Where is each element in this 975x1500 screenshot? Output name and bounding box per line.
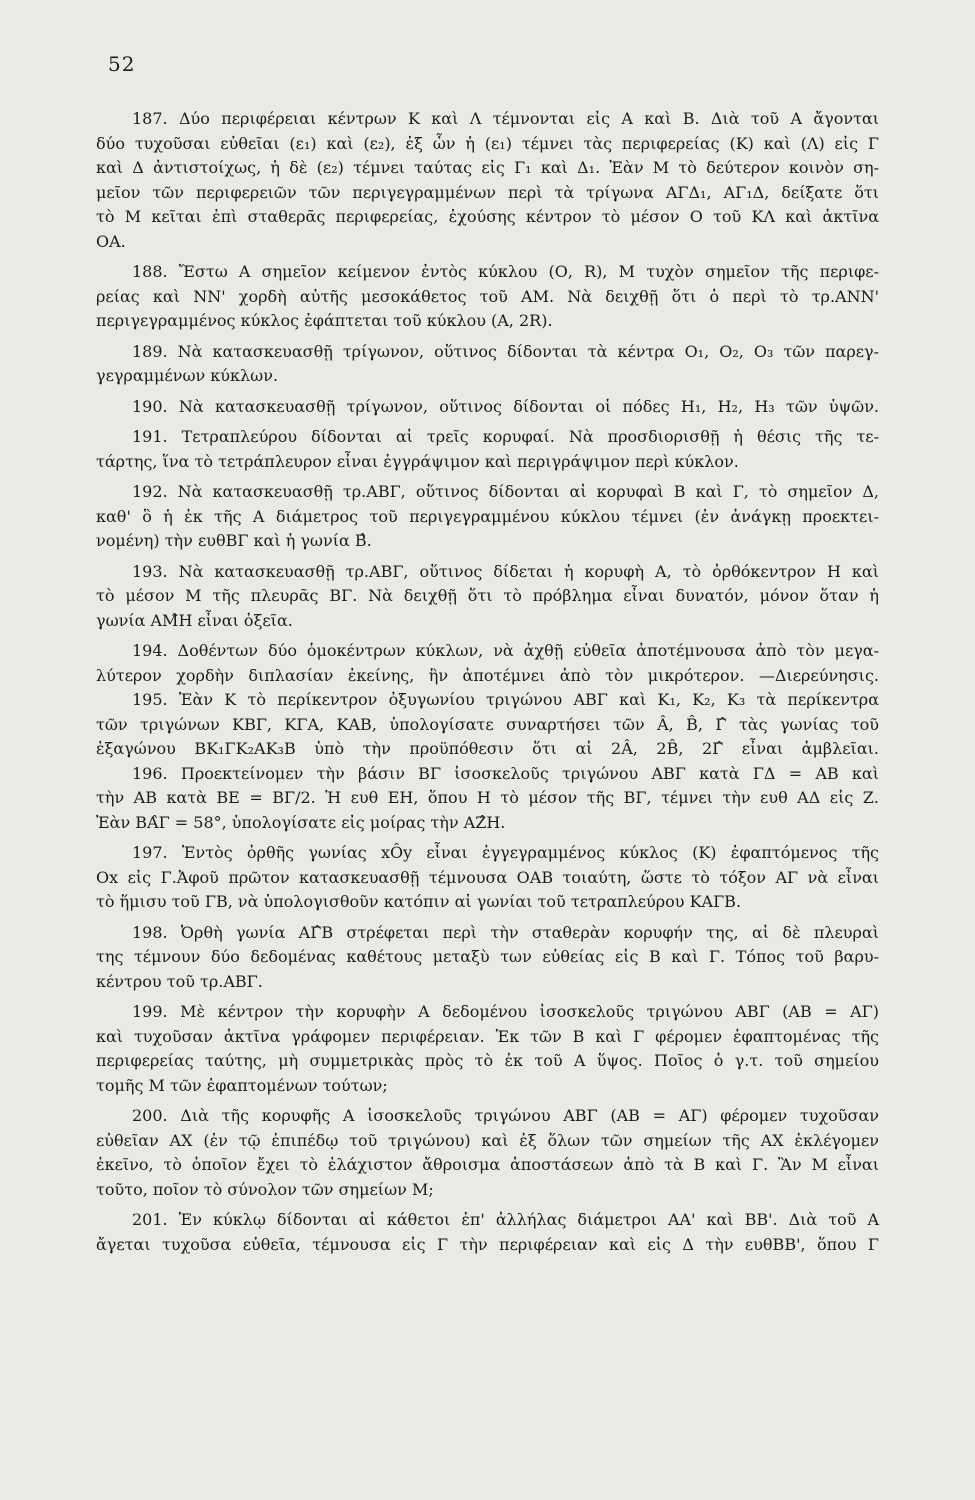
text-line: 190. Νὰ κατασκευασθῇ τρίγωνον, οὕτινος δίδονται οἱ πόδες Η₁, Η₂, Η₃ τῶν ὑψῶν. <box>132 396 879 416</box>
text-line: 195. Ἐὰν Κ τὸ περίκεντρον ὀξυγωνίου τριγώνου ΑΒΓ καὶ Κ₁, Κ₂, Κ₃ τὰ περίκεντρα <box>132 690 879 709</box>
text-line: ἑξαγώνου ΒΚ₁ΓΚ₂ΑΚ₃Β ὑπὸ τὴν προϋπόθεσιν ὅτι αἱ 2Â, 2B̂, 2Γ̂ εἶναι ἀμβλεῖαι. <box>96 739 879 758</box>
text-line: 199. Μὲ κέντρον τὴν κορυφὴν Α δεδομένου ἰσοσκελοῦς τριγώνου ΑΒΓ (ΑΒ = ΑΓ) <box>132 1002 879 1021</box>
text-line: γεγραμμένων κύκλων. <box>96 366 279 385</box>
text-line: ρείας καὶ ΝΝ' χορδὴ αὐτῆς μεσοκάθετος τοῦ ΑΜ. Νὰ δειχθῇ ὅτι ὁ περὶ τὸ τρ.ΑΝΝ' <box>96 286 879 306</box>
text-line: περιγεγραμμένος κύκλος ἐφάπτεται τοῦ κύκλου (Α, 2R). <box>96 311 553 330</box>
text-line: τὸ μέσον Μ τῆς πλευρᾶς ΒΓ. Νὰ δειχθῇ ὅτι τὸ πρόβλημα εἶναι δυνατόν, μόνον ὅταν ἡ <box>96 586 879 605</box>
text-line: 193. Νὰ κατασκευασθῇ τρ.ΑΒΓ, οὕτινος δίδεται ἡ κορυφὴ Α, τὸ ὀρθόκεντρον Η καὶ <box>132 561 879 581</box>
text-line: 196. Προεκτείνομεν τὴν βάσιν ΒΓ ἰσοσκελοῦς τριγώνου ΑΒΓ κατὰ ΓΔ = ΑΒ καὶ <box>132 763 879 783</box>
text-line: λύτερον χορδὴν διπλασίαν ἐκείνης, ἣν ἀποτέμνει ἀπὸ τὸν μικρότερον. —Διερεύνησις. <box>96 665 879 685</box>
page-number: 52 <box>108 52 136 76</box>
text-line: 194. Δοθέντων δύο ὁμοκέντρων κύκλων, νὰ ἀχθῇ εὐθεῖα ἀποτέμνουσα ἀπὸ τὸν μεγα- <box>132 641 879 660</box>
text-line: 201. Ἐν κύκλῳ δίδονται αἱ κάθετοι ἐπ' ἀλλήλας διάμετροι ΑΑ' καὶ ΒΒ'. Διὰ τοῦ Α <box>132 1210 879 1229</box>
text-line: τάρτης, ἵνα τὸ τετράπλευρον εἶναι ἐγγράψιμον καὶ περιγράψιμον περὶ κύκλον. <box>96 451 739 471</box>
text-line: 192. Νὰ κατασκευασθῇ τρ.ΑΒΓ, οὕτινος δίδονται αἱ κορυφαὶ Β καὶ Γ, τὸ σημεῖον Δ, <box>132 482 879 501</box>
text-line: τὴν ΑΒ κατὰ ΒΕ = ΒΓ/2. Ἡ ευθ ΕΗ, ὅπου Η τὸ μέσον τῆς ΒΓ, τέμνει τὴν ευθ ΑΔ εἰς Ζ. <box>96 788 879 807</box>
text-line: 197. Ἐντὸς ὀρθῆς γωνίας xÔy εἶναι ἐγγεγραμμένος κύκλος (Κ) ἐφαπτόμενος τῆς <box>132 843 879 862</box>
text-line: γωνία ΑΜ̂Η εἶναι ὀξεῖα. <box>96 610 293 630</box>
text-line: Οx εἰς Γ.Ἀφοῦ πρῶτον κατασκευασθῇ τέμνουσα ΟΑΒ τοιαύτη, ὥστε τὸ τόξον ΑΓ νὰ εἶναι <box>96 867 879 887</box>
text-line: της τέμνουν δύο δεδομένας καθέτους μεταξὺ των εὐθείας εἰς Β καὶ Γ. Τόπος τοῦ βαρυ- <box>96 947 879 966</box>
text-line: 188. Ἔστω Α σημεῖον κείμενον ἐντὸς κύκλου (Ο, R), Μ τυχὸν σημεῖον τῆς περιφε- <box>132 262 879 281</box>
text-line: τομῆς Μ τῶν ἐφαπτομένων τούτων; <box>96 1075 388 1095</box>
text-line: Ἐὰν ΒΑ̂Γ = 58°, ὑπολογίσατε εἰς μοίρας τὴν ΑΖ̂Η. <box>96 812 506 832</box>
text-line: εὐθεῖαν ΑΧ (ἐν τῷ ἐπιπέδῳ τοῦ τριγώνου) καὶ ἐξ ὅλων τῶν σημείων τῆς ΑΧ ἐκλέγομεν <box>96 1130 879 1150</box>
text-line: ἐκεῖνο, τὸ ὁποῖον ἔχει τὸ ἐλάχιστον ἄθροισμα ἀποστάσεων ἀπὸ τὰ Β καὶ Γ. Ἂν Μ εἶναι <box>96 1155 879 1174</box>
text-line: καὶ Δ ἀντιστοίχως, ἡ δὲ (ε₂) τέμνει ταύτας εἰς Γ₁ καὶ Δ₁. Ἐὰν Μ τὸ δεύτερον κοινὸν ση- <box>96 158 879 177</box>
text-line: δύο τυχοῦσαι εὐθεῖαι (ε₁) καὶ (ε₂), ἐξ ὧν ἡ (ε₁) τέμνει τὰς περιφερείας (Κ) καὶ (Λ) εἰς Γ <box>96 133 879 153</box>
text-line: 200. Διὰ τῆς κορυφῆς Α ἰσοσκελοῦς τριγώνου ΑΒΓ (ΑΒ = ΑΓ) φέρομεν τυχοῦσαν <box>132 1106 879 1125</box>
text-line: 198. Ὀρθὴ γωνία ΑΓ̂Β στρέφεται περὶ τὴν σταθερὰν κορυφήν της, αἱ δὲ πλευραὶ <box>132 922 879 942</box>
text-line: ΟΑ. <box>96 231 126 251</box>
text-line: ἄγεται τυχοῦσα εὐθεῖα, τέμνουσα εἰς Γ τὴν περιφέρειαν καὶ εἰς Δ τὴν ευθΒΒ', ὅπου Γ <box>96 1234 879 1254</box>
text-line: κέντρου τοῦ τρ.ΑΒΓ. <box>96 971 263 991</box>
text-line: καθ' ὃ ἡ ἐκ τῆς Α διάμετρος τοῦ περιγεγραμμένου κύκλου τέμνει (ἐν ἀνάγκῃ προεκτει- <box>96 506 879 526</box>
text-line: 189. Νὰ κατασκευασθῇ τρίγωνον, οὕτινος δίδονται τὰ κέντρα Ο₁, Ο₂, Ο₃ τῶν παρεγ- <box>132 341 879 361</box>
text-line: τοῦτο, ποῖον τὸ σύνολον τῶν σημείων Μ; <box>96 1179 434 1199</box>
text-line: 187. Δύο περιφέρειαι κέντρων Κ καὶ Λ τέμνονται εἰς Α καὶ Β. Διὰ τοῦ Α ἄγονται <box>132 109 879 128</box>
text-line: περιφερείας ταύτης, μὴ συμμετρικὰς πρὸς τὸ ἐκ τοῦ Α ὕψος. Ποῖος ὁ γ.τ. τοῦ σημείου <box>96 1051 879 1070</box>
text-line: τὸ ἥμισυ τοῦ ΓΒ, νὰ ὑπολογισθοῦν κατόπιν αἱ γωνίαι τοῦ τετραπλεύρου ΚΑΓΒ. <box>96 892 742 911</box>
text-line: νομένη) τὴν ευθΒΓ καὶ ἡ γωνία Β̂. <box>96 531 372 550</box>
text-line: 191. Τετραπλεύρου δίδονται αἱ τρεῖς κορυφαί. Νὰ προσδιορισθῇ ἡ θέσις τῆς τε- <box>132 427 879 446</box>
text-body <box>96 107 879 1257</box>
text-line: τὸ Μ κεῖται ἐπὶ σταθερᾶς περιφερείας, ἐχούσης κέντρον τὸ μέσον Ο τοῦ ΚΛ καὶ ἀκτῖνα <box>96 207 879 226</box>
text-line: καὶ τυχοῦσαν ἀκτῖνα γράφομεν περιφέρειαν. Ἐκ τῶν Β καὶ Γ φέρομεν ἐφαπτομένας τῆς <box>96 1026 879 1046</box>
text-line: τῶν τριγώνων ΚΒΓ, ΚΓΑ, ΚΑΒ, ὑπολογίσατε συναρτήσει τῶν Â, B̂, Γ̂ τὰς γωνίας τοῦ <box>96 714 879 734</box>
text-line: μεῖον τῶν περιφερειῶν τῶν περιγεγραμμένων περὶ τὰ τρίγωνα ΑΓΔ₁, ΑΓ₁Δ, δείξατε ὅτι <box>96 182 879 202</box>
